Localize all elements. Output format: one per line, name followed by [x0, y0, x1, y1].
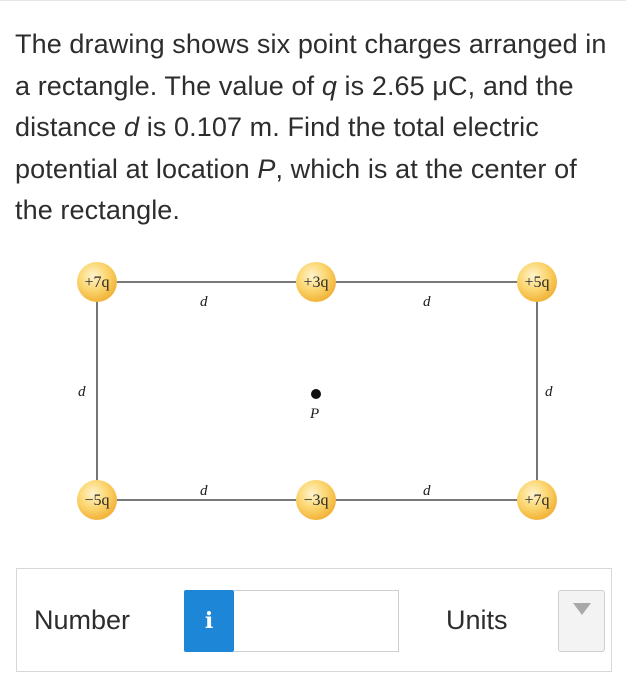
charge-top-mid-label: +3q: [303, 274, 329, 291]
charge-top-mid: [296, 262, 336, 302]
top-divider: [0, 0, 626, 1]
charge-bottom-left: [77, 480, 117, 520]
charge-bottom-right-label: +7q: [524, 492, 550, 509]
charge-top-left-label: +7q: [84, 274, 110, 291]
charge-top-right-label: +5q: [524, 274, 550, 291]
charge-diagram-svg: [0, 255, 626, 535]
charge-top-left: [77, 262, 117, 302]
chevron-down-icon: [573, 603, 591, 615]
number-input[interactable]: [234, 590, 399, 652]
charge-bottom-left-label: −5q: [84, 492, 110, 509]
charge-bottom-right: [517, 480, 557, 520]
d-label-left: d: [78, 384, 86, 400]
info-icon[interactable]: i: [184, 590, 234, 652]
d-label-bottom-left: d: [200, 483, 208, 499]
question-text: [15, 24, 615, 232]
answer-panel: [16, 568, 612, 672]
var-p: P: [257, 153, 276, 184]
charge-bottom-mid: [296, 480, 336, 520]
units-label: Units: [446, 605, 508, 635]
question-part-1: The drawing shows six point charges arranged in a rectangle. The value of: [15, 29, 607, 101]
question-part-4: , which is at the center of the rectangle.: [15, 153, 577, 225]
d-label-top-right: d: [423, 294, 431, 310]
question-part-3: is 0.107 m. Find the total electric potential at location: [15, 112, 539, 184]
question-part-2: is 2.65 μC, and the distance: [15, 70, 574, 142]
charge-top-right: [517, 262, 557, 302]
charge-bottom-mid-label: −3q: [303, 492, 329, 509]
point-p-dot: [311, 389, 321, 399]
d-label-top-left: d: [200, 294, 208, 310]
units-dropdown[interactable]: [558, 590, 605, 652]
var-q: q: [321, 70, 337, 101]
point-p-label: P: [310, 406, 320, 422]
d-label-bottom-right: d: [423, 483, 431, 499]
d-label-right: d: [545, 384, 553, 400]
charge-diagram: [0, 255, 626, 535]
number-label: Number: [34, 605, 131, 635]
var-d: d: [123, 112, 140, 142]
